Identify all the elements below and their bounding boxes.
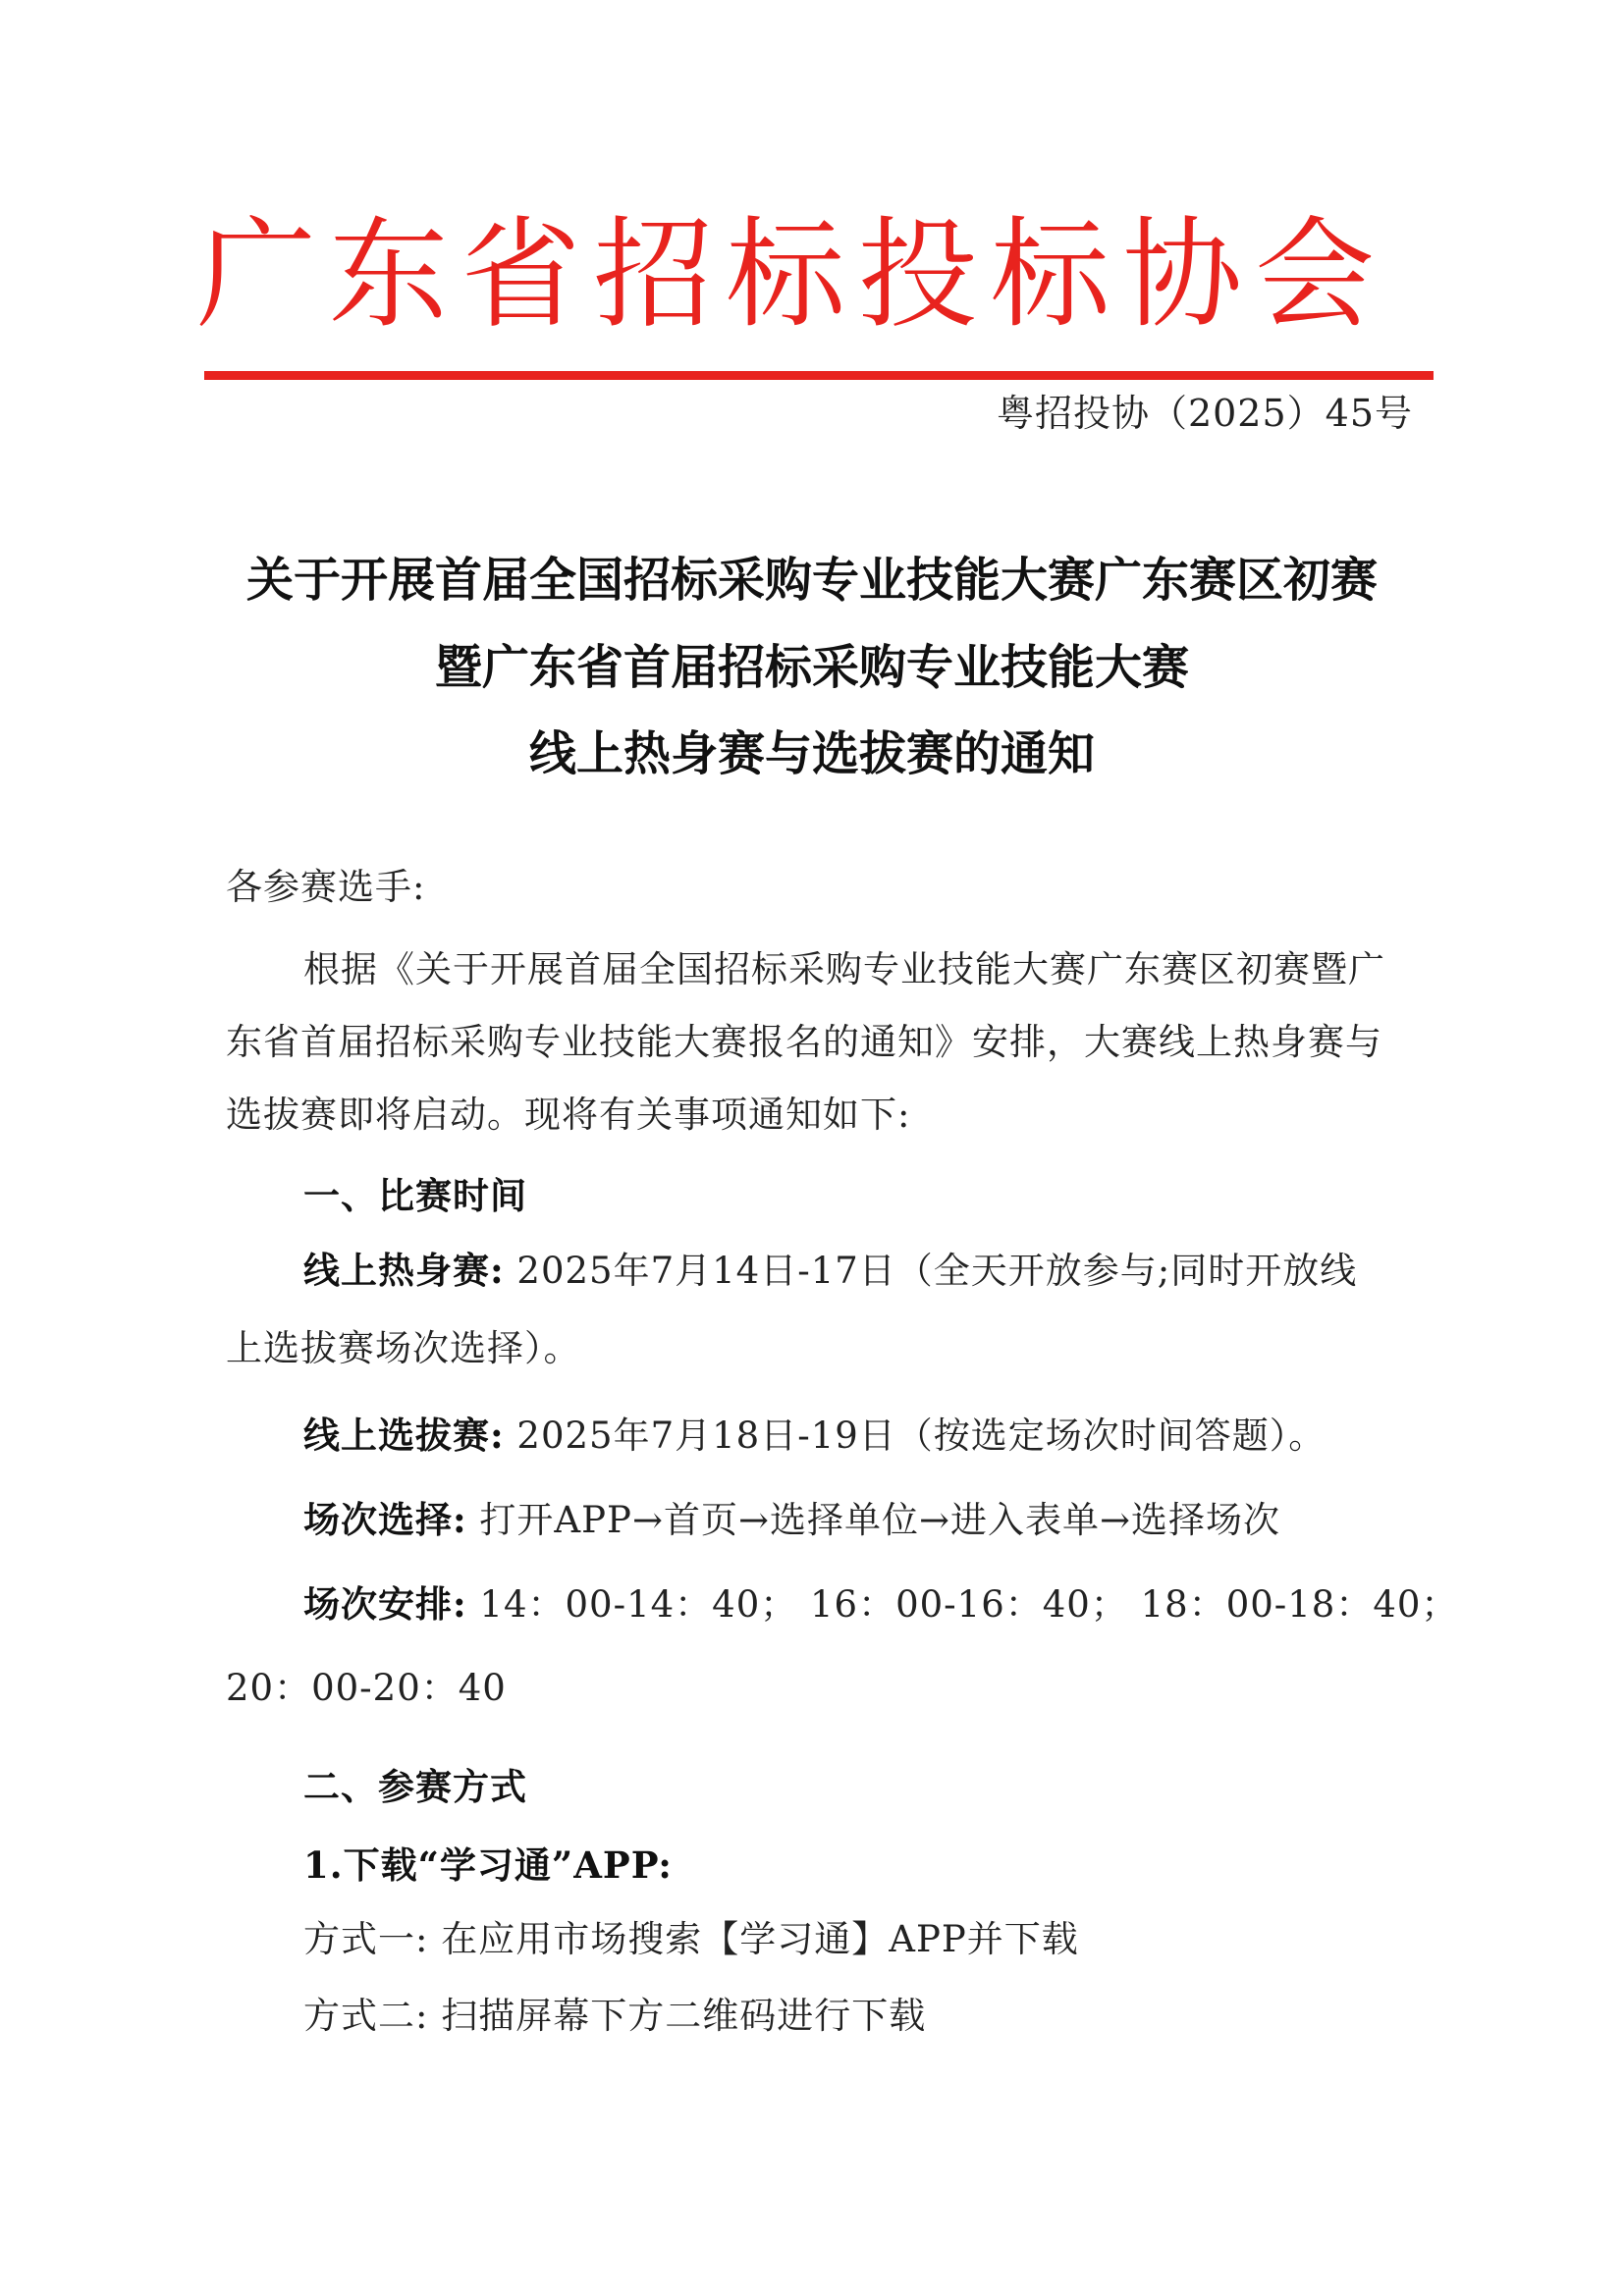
selection-line [303, 1410, 1326, 1461]
session-schedule-text: 14：00-14：40； 16：00-16：40； 18：00-18：40； [466, 1583, 1459, 1626]
document-number: 粤招投协（2025）45号 [996, 392, 1413, 435]
org-char: 协 [1122, 205, 1243, 345]
org-char: 标 [726, 205, 845, 345]
download-heading: 1.下载“学习通”APP: [303, 1843, 673, 1887]
title-line-1: 关于开展首届全国招标采购专业技能大赛广东赛区初赛 [245, 553, 1378, 608]
org-char: 标 [990, 205, 1110, 345]
intro-line-2: 东省首届招标采购专业技能大赛报名的通知》安排，大赛线上热身赛与 [226, 1021, 1382, 1063]
title-line-2: 暨广东省首届招标采购专业技能大赛 [434, 640, 1189, 695]
warmup-text: 2025年7月14日-17日（全天开放参与;同时开放线 [504, 1250, 1358, 1292]
warmup-label: 线上热身赛: [303, 1249, 505, 1292]
section-2-heading: 二、参赛方式 [303, 1765, 527, 1808]
session-choice-label: 场次选择: [303, 1498, 467, 1541]
intro-line-3: 选拔赛即将启动。现将有关事项通知如下: [226, 1094, 911, 1136]
section-1-heading: 一、比赛时间 [303, 1174, 527, 1217]
org-name-header [196, 201, 1375, 348]
download-method-2: 方式二: 扫描屏幕下方二维码进行下载 [303, 1995, 927, 2037]
intro-line-1: 根据《关于开展首届全国招标采购专业技能大赛广东赛区初赛暨广 [303, 948, 1385, 990]
session-schedule-line-2: 20：00-20：40 [226, 1667, 507, 1709]
org-char: 招 [593, 205, 714, 345]
session-schedule-line-1 [303, 1578, 1458, 1629]
red-header-rule [204, 371, 1434, 380]
selection-label: 线上选拔赛: [303, 1414, 505, 1457]
org-char: 省 [460, 205, 581, 345]
org-char: 广 [196, 205, 316, 345]
warmup-line-1 [303, 1245, 1357, 1296]
title-line-3: 线上热身赛与选拔赛的通知 [528, 726, 1095, 781]
selection-text: 2025年7月18日-19日（按选定场次时间答题）。 [504, 1415, 1326, 1457]
session-schedule-label: 场次安排: [303, 1582, 467, 1626]
org-char: 东 [328, 205, 449, 345]
download-method-1: 方式一: 在应用市场搜索【学习通】APP并下载 [303, 1918, 1079, 1960]
org-char: 会 [1255, 205, 1375, 345]
org-char: 投 [857, 205, 978, 345]
session-choice-line [303, 1494, 1280, 1545]
session-choice-text: 打开APP→首页→选择单位→进入表单→选择场次 [466, 1499, 1280, 1541]
salutation: 各参赛选手: [226, 866, 426, 908]
warmup-line-2: 上选拔赛场次选择）。 [226, 1327, 581, 1369]
